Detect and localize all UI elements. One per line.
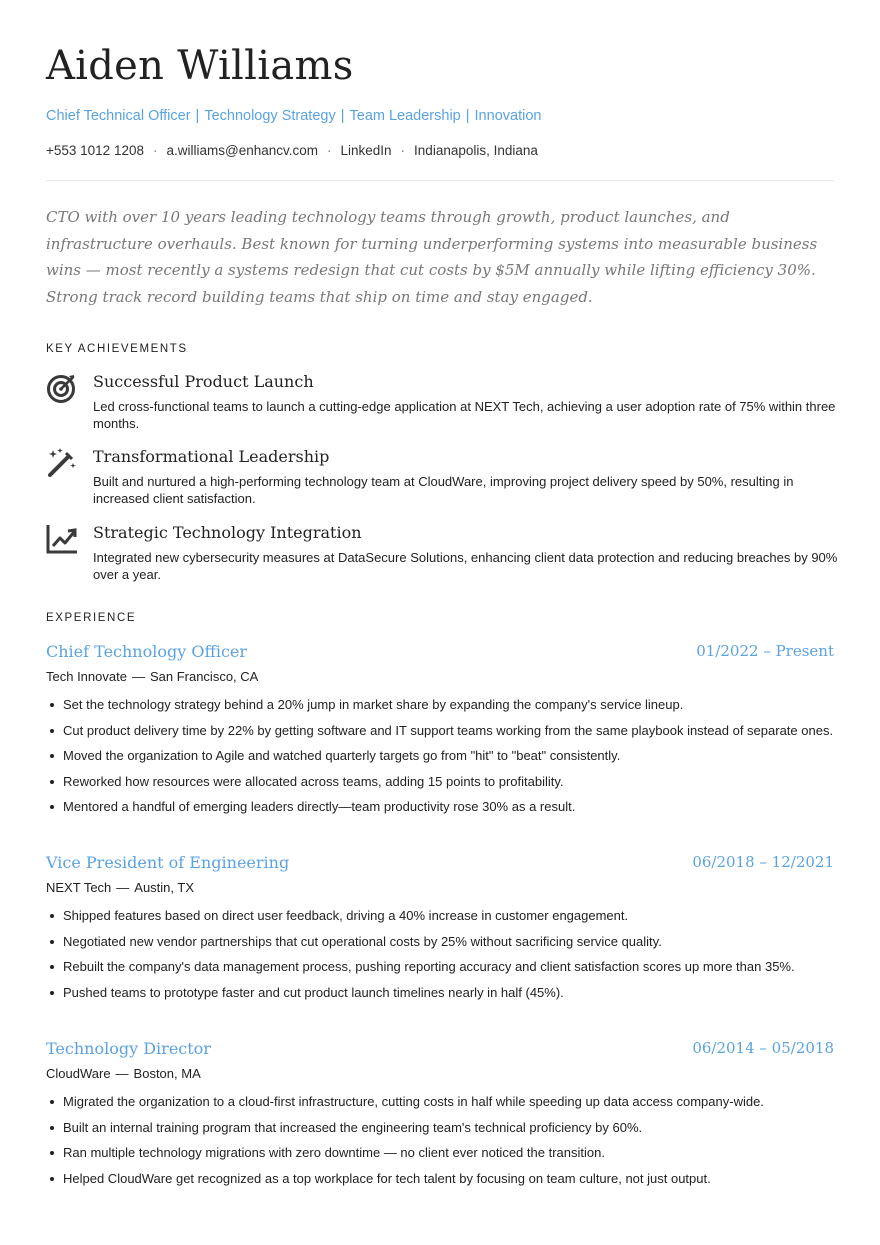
headline bbox=[46, 108, 541, 124]
job-company-line bbox=[46, 880, 194, 895]
list-item: Built an internal training program that increased the engineering team's technical proficiency by 60%. bbox=[46, 1117, 834, 1139]
job-company-line bbox=[46, 669, 258, 684]
experience-section-title: EXPERIENCE bbox=[46, 612, 137, 624]
list-item: Negotiated new vendor partnerships that cut operational costs by 25% without sacrificing service quality. bbox=[46, 931, 834, 953]
list-item: Mentored a handful of emerging leaders directly—team productivity rose 30% as a result. bbox=[46, 796, 834, 818]
job-company-line bbox=[46, 1066, 201, 1081]
achievement-title: Strategic Technology Integration bbox=[93, 523, 362, 542]
list-item: Rebuilt the company's data management process, pushing reporting accuracy and client satisfaction scores up more than 35%. bbox=[46, 956, 834, 978]
trending-up-chart-icon bbox=[46, 523, 78, 555]
job-bullets bbox=[46, 1091, 834, 1193]
headline-item: Innovation bbox=[474, 108, 542, 124]
achievement-description: Integrated new cybersecurity measures at DataSecure Solutions, enhancing client data protection and reducing breaches by 90% over a year. bbox=[93, 550, 838, 582]
location: Indianapolis, Indiana bbox=[414, 143, 538, 158]
job-dates: 06/2018 – 12/2021 bbox=[692, 853, 834, 871]
email-link[interactable]: a.williams@enhancv.com bbox=[166, 143, 318, 158]
company-name: CloudWare bbox=[46, 1066, 111, 1081]
job-dates: 06/2014 – 05/2018 bbox=[692, 1039, 834, 1057]
job-bullets bbox=[46, 905, 834, 1007]
phone-number[interactable]: +553 1012 1208 bbox=[46, 143, 144, 158]
candidate-name: Aiden Williams bbox=[46, 43, 354, 89]
headline-separator: | bbox=[465, 108, 470, 124]
contact-separator: · bbox=[327, 143, 332, 158]
header-divider bbox=[46, 180, 834, 181]
list-item: Cut product delivery time by 22% by getting software and IT support teams working from the same playbook instead of separate ones. bbox=[46, 720, 834, 742]
headline-item: Chief Technical Officer bbox=[46, 108, 191, 124]
headline-separator: | bbox=[340, 108, 345, 124]
contact-separator: · bbox=[152, 143, 158, 158]
job-title: Chief Technology Officer bbox=[46, 642, 248, 661]
list-item: Helped CloudWare get recognized as a top workplace for tech talent by focusing on team culture, not just output. bbox=[46, 1168, 834, 1190]
company-separator: — bbox=[115, 1066, 129, 1081]
list-item: Set the technology strategy behind a 20% jump in market share by expanding the company's service lineup. bbox=[46, 694, 834, 716]
company-name: NEXT Tech bbox=[46, 880, 112, 895]
contact-separator: · bbox=[400, 143, 406, 158]
list-item: Pushed teams to prototype faster and cut product launch timelines nearly in half (45%). bbox=[46, 982, 834, 1004]
summary: CTO with over 10 years leading technology teams through growth, product launches, and infrastructure overhauls. Best known for turning underperforming systems into measurable business wins — most recently a systems redesign that cut costs by $5M annually while lifting efficiency 30%. Strong track record building teams that ship on time and stay engaged. bbox=[46, 208, 818, 306]
contact-info bbox=[46, 143, 538, 158]
company-separator: — bbox=[116, 880, 130, 895]
job-location: Austin, TX bbox=[134, 880, 195, 895]
job-bullets bbox=[46, 694, 834, 822]
job-dates: 01/2022 – Present bbox=[696, 642, 834, 660]
list-item: Reworked how resources were allocated across teams, adding 15 points to profitability. bbox=[46, 771, 834, 793]
achievement-title: Successful Product Launch bbox=[93, 372, 314, 391]
list-item: Moved the organization to Agile and watched quarterly targets go from "hit" to "beat" consistently. bbox=[46, 745, 834, 767]
achievement-description: Built and nurtured a high-performing technology team at CloudWare, improving project delivery speed by 50%, resulting in increased client satisfaction. bbox=[93, 474, 794, 506]
list-item: Ran multiple technology migrations with zero downtime — no client ever noticed the transition. bbox=[46, 1142, 834, 1164]
list-item: Migrated the organization to a cloud-first infrastructure, cutting costs in half while speeding up data access company-wide. bbox=[46, 1091, 834, 1113]
achievement-title: Transformational Leadership bbox=[93, 447, 330, 466]
headline-item: Team Leadership bbox=[349, 108, 461, 124]
company-separator: — bbox=[131, 669, 145, 684]
linkedin-link[interactable]: LinkedIn bbox=[340, 143, 392, 158]
magic-wand-icon bbox=[46, 447, 78, 479]
list-item: Shipped features based on direct user feedback, driving a 40% increase in customer engagement. bbox=[46, 905, 834, 927]
job-title: Vice President of Engineering bbox=[46, 853, 290, 872]
company-name: Tech Innovate bbox=[46, 669, 127, 684]
job-location: San Francisco, CA bbox=[149, 669, 259, 684]
achievements-section-title: KEY ACHIEVEMENTS bbox=[46, 343, 188, 355]
achievement-description: Led cross-functional teams to launch a cutting-edge application at NEXT Tech, achieving a user adoption rate of 75% within three months. bbox=[93, 399, 836, 431]
job-title: Technology Director bbox=[46, 1039, 211, 1058]
headline-separator: | bbox=[195, 108, 200, 124]
headline-item: Technology Strategy bbox=[204, 108, 336, 124]
job-location: Boston, MA bbox=[133, 1066, 201, 1081]
target-icon bbox=[46, 372, 78, 404]
